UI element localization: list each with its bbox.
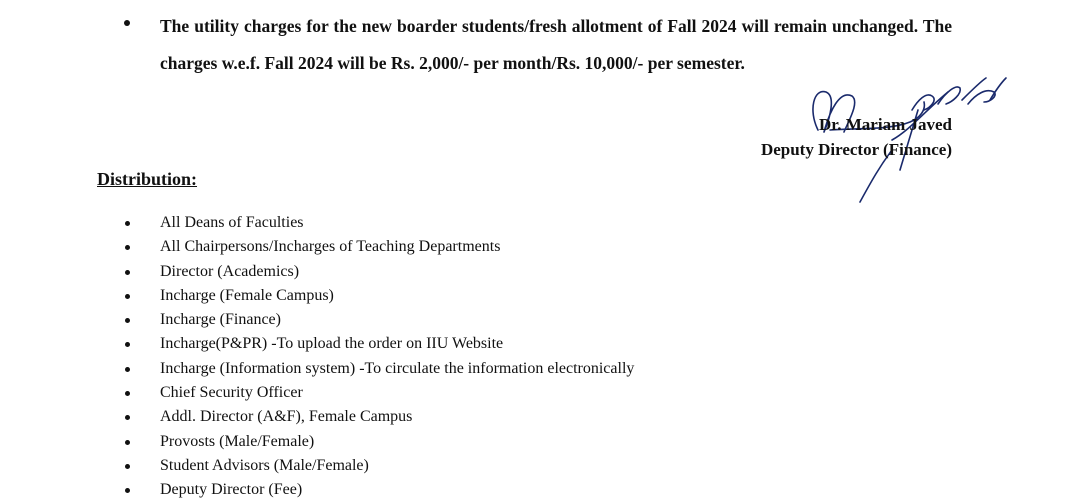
- bullet-dot: [124, 20, 130, 26]
- utility-charges-text: The utility charges for the new boarder students/fresh allotment of Fall 2024 will remain unchanged. The charges w.e.f. Fall 2024 will be Rs. 2,000/- per month/Rs. 10,000/- per semester.: [160, 16, 952, 73]
- distribution-list: [124, 211, 634, 503]
- distribution-item: [124, 332, 634, 356]
- bullet-dot: [125, 488, 130, 493]
- bullet-dot: [125, 440, 130, 445]
- distribution-item-text: Incharge (Information system) -To circulate the information electronically: [160, 359, 635, 377]
- bullet-dot: [125, 294, 130, 299]
- distribution-item: [124, 430, 634, 454]
- distribution-item-text: Incharge (Finance): [160, 311, 281, 329]
- distribution-item-text: Provosts (Male/Female): [160, 432, 315, 450]
- bullet-dot: [125, 415, 130, 420]
- signatory-name: Dr. Mariam Javed: [819, 115, 952, 134]
- bullet-dot: [125, 270, 130, 275]
- distribution-item: [124, 284, 634, 308]
- distribution-item: [124, 381, 634, 405]
- distribution-item-text: All Chairpersons/Incharges of Teaching Departments: [160, 238, 501, 256]
- distribution-item-text: All Deans of Faculties: [160, 214, 304, 231]
- distribution-item-text: Incharge (Female Campus): [160, 286, 334, 304]
- bullet-dot: [125, 221, 130, 226]
- bullet-dot: [125, 318, 130, 323]
- bullet-dot: [125, 367, 130, 372]
- distribution-item-text: Deputy Director (Fee): [160, 481, 303, 499]
- bullet-dot: [125, 464, 130, 469]
- bullet-dot: [125, 391, 130, 396]
- distribution-item: [124, 260, 634, 284]
- distribution-item-text: Addl. Director (A&F), Female Campus: [160, 408, 413, 426]
- distribution-heading: Distribution:: [97, 169, 198, 189]
- distribution-item: [124, 235, 634, 259]
- distribution-item: [124, 454, 634, 478]
- distribution-item-text: Director (Academics): [160, 262, 300, 280]
- signatory-title: Deputy Director (Finance): [760, 140, 952, 159]
- distribution-item: [124, 357, 634, 381]
- distribution-item-text: Student Advisors (Male/Female): [160, 456, 369, 474]
- distribution-item: [124, 478, 634, 502]
- distribution-item-text: Incharge(P&PR) -To upload the order on IIU Website: [160, 335, 504, 353]
- distribution-item: [124, 211, 634, 235]
- distribution-item: [124, 308, 634, 332]
- distribution-item: [124, 405, 634, 429]
- bullet-dot: [125, 245, 130, 250]
- bullet-dot: [125, 342, 130, 347]
- distribution-item-text: Chief Security Officer: [160, 384, 303, 402]
